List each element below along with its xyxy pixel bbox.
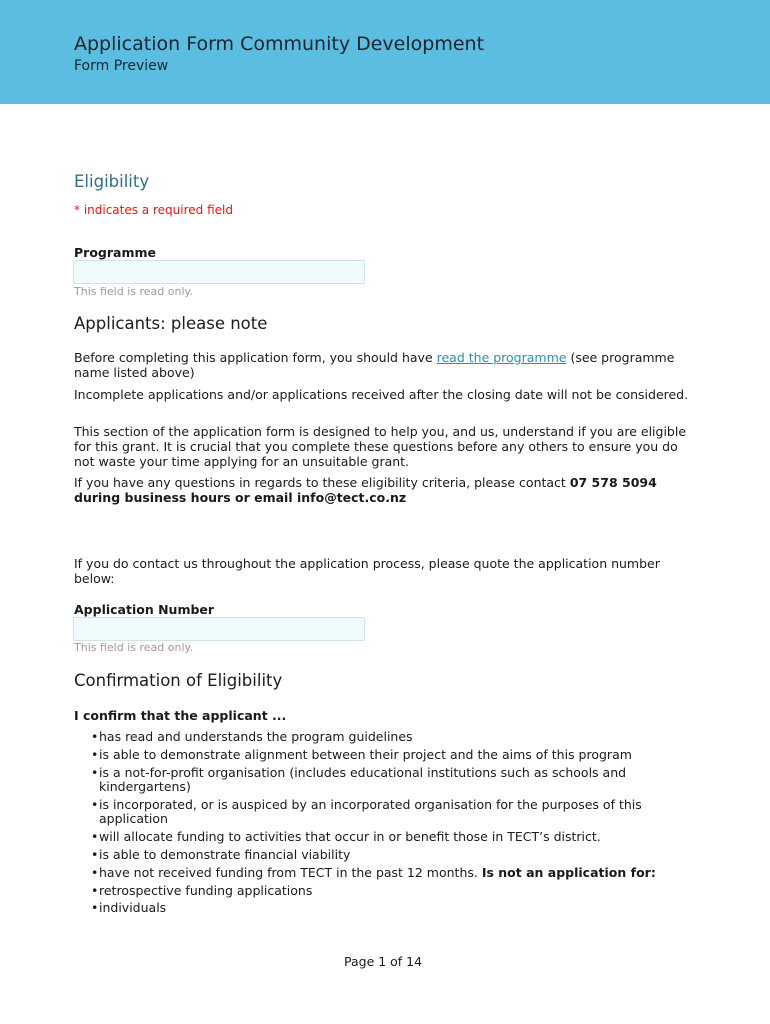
read-programme-link[interactable]: read the programme: [436, 350, 567, 365]
list-item: • individuals: [74, 901, 664, 916]
required-field-note: * indicates a required field: [74, 203, 233, 217]
note-paragraph-incomplete: Incomplete applications and/or applications received after the closing date will not be considered.: [74, 387, 689, 402]
note-paragraph-programme: [74, 350, 689, 380]
list-item: • retrospective funding applications: [74, 884, 664, 899]
application-number-field[interactable]: [73, 617, 365, 641]
note-text: (see programme name listed above): [74, 350, 675, 380]
list-item: • has read and understands the program guidelines: [74, 730, 664, 745]
confirmation-heading: Confirmation of Eligibility: [74, 671, 283, 690]
confirmation-lead: I confirm that the applicant ...: [74, 708, 287, 723]
note-paragraph-contact: [74, 475, 689, 505]
application-number-label: Application Number: [74, 602, 215, 617]
eligibility-criteria-list: [74, 730, 664, 919]
note-text: Before completing this application form, you should have: [74, 350, 437, 365]
note-paragraph-section: This section of the application form is designed to help you, and us, understand if you are eligible for this grant. It is crucial that you complete these questions before any others to ensure you do not waste your time applying for an unsuitable grant.: [74, 424, 687, 469]
note-paragraph-quote-number: If you do contact us throughout the application process, please quote the application number below:: [74, 556, 660, 586]
list-item: • is able to demonstrate alignment between their project and the aims of this program: [74, 748, 664, 763]
contact-details: 07 578 5094 during business hours or email info@tect.co.nz: [74, 475, 657, 505]
eligibility-heading: Eligibility: [74, 172, 150, 191]
applicants-note-heading: Applicants: please note: [74, 314, 268, 333]
list-item: • is a not-for-profit organisation (includes educational institutions such as schools and kindergartens): [74, 766, 664, 795]
form-title: Application Form Community Development: [74, 33, 485, 55]
page-indicator: Page 1 of 14: [344, 954, 423, 969]
application-number-read-only-hint: This field is read only.: [74, 641, 193, 654]
programme-field[interactable]: [73, 260, 365, 284]
form-header: [0, 0, 770, 104]
list-item: • have not received funding from TECT in the past 12 months. Is not an application for:: [74, 866, 664, 881]
form-subtitle: Form Preview: [74, 58, 169, 74]
not-an-application-for: Is not an application for:: [481, 864, 656, 880]
programme-read-only-hint: This field is read only.: [74, 285, 193, 298]
list-item: • will allocate funding to activities that occur in or benefit those in TECT’s district.: [74, 830, 664, 845]
list-item: • is incorporated, or is auspiced by an incorporated organisation for the purposes of this application: [74, 798, 664, 827]
programme-label: Programme: [74, 245, 156, 260]
note-text: If you have any questions in regards to these eligibility criteria, please contact: [74, 475, 570, 490]
list-item: • is able to demonstrate financial viability: [74, 848, 664, 863]
